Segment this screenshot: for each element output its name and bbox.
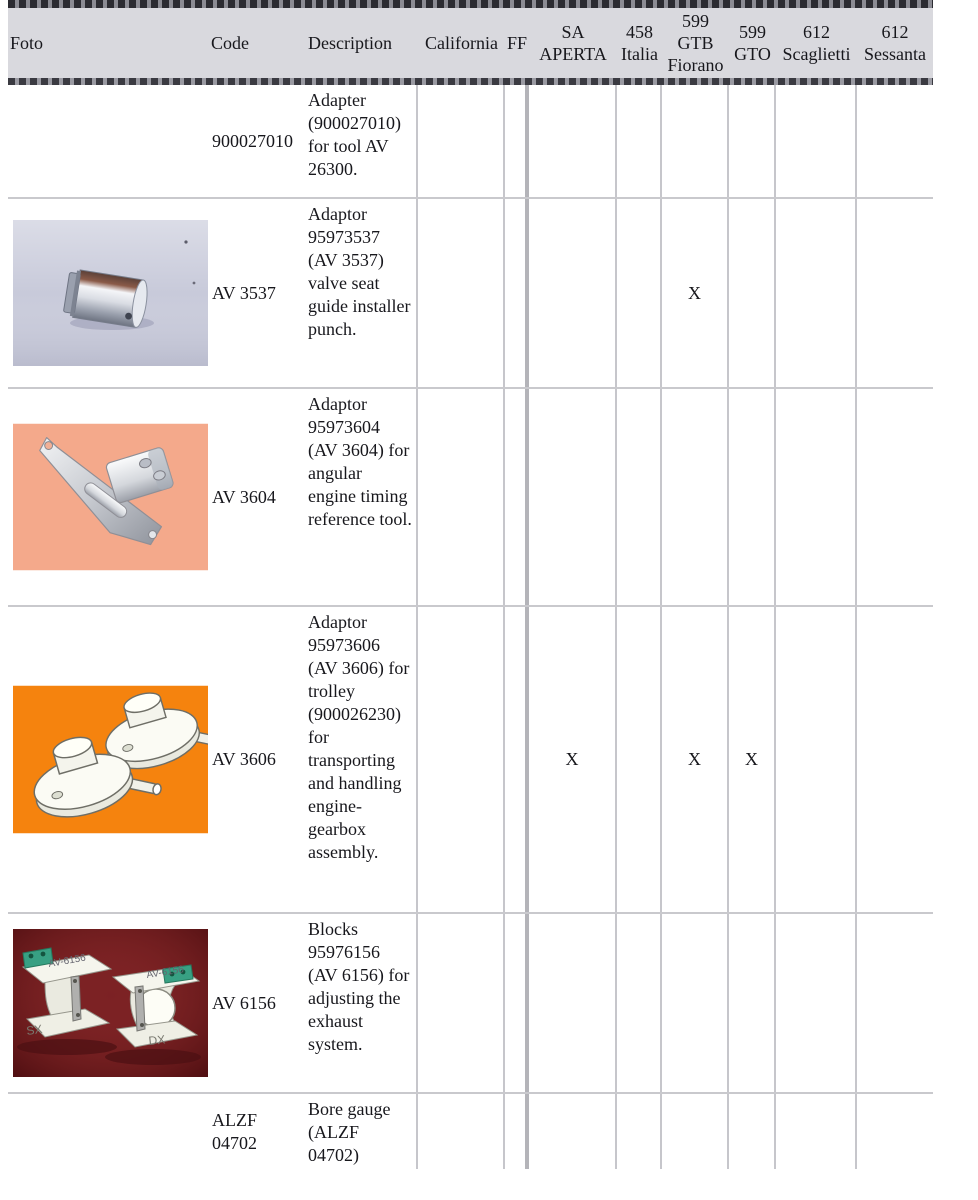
photo-av-3537 bbox=[13, 220, 208, 366]
header-ff: FF bbox=[506, 33, 528, 53]
mark-cell-458-italia bbox=[617, 607, 662, 912]
foto-cell-empty bbox=[8, 1094, 208, 1169]
mark-cell-ff bbox=[505, 85, 529, 197]
svg-text:AV-6156: AV-6156 bbox=[47, 952, 87, 970]
mark-cell-599-gtb bbox=[662, 85, 729, 197]
header-california: California bbox=[425, 33, 498, 53]
mark-cell-599-gtb: X bbox=[662, 199, 729, 387]
mark-cell-458-italia bbox=[617, 85, 662, 197]
mark-cell-ff bbox=[505, 607, 529, 912]
mark-cell-612-scaglietti bbox=[776, 85, 857, 197]
mark-cell-612-sessanta bbox=[857, 85, 933, 197]
mark-cell-612-sessanta bbox=[857, 199, 933, 387]
description-cell: Adaptor 95973606 (AV 3606) for trolley (900026230) for transporting and handling engine-gearbox assembly. bbox=[305, 607, 418, 912]
mark-cell-458-italia bbox=[617, 389, 662, 605]
mark-cell-458-italia bbox=[617, 914, 662, 1092]
mark-cell-599-gtb bbox=[662, 389, 729, 605]
table-row bbox=[8, 389, 933, 607]
mark-cell-california bbox=[418, 607, 505, 912]
mark-cell-ff bbox=[505, 1094, 529, 1169]
mark-cell-california bbox=[418, 1094, 505, 1169]
foto-cell bbox=[8, 914, 208, 1092]
mark-cell-612-scaglietti bbox=[776, 607, 857, 912]
table-row bbox=[8, 199, 933, 389]
description-cell: Adapter (900027010) for tool AV 26300. bbox=[305, 85, 418, 197]
mark-cell-458-italia bbox=[617, 199, 662, 387]
description-cell: Bore gauge (ALZF 04702) bbox=[305, 1094, 418, 1169]
foto-cell bbox=[8, 607, 208, 912]
mark-cell-612-sessanta bbox=[857, 914, 933, 1092]
mark-cell-sa-aperta bbox=[529, 85, 617, 197]
mark-cell-california bbox=[418, 85, 505, 197]
mark-cell-california bbox=[418, 389, 505, 605]
mark-cell-sa-aperta bbox=[529, 1094, 617, 1169]
mark-cell-sa-aperta bbox=[529, 389, 617, 605]
description-cell: Adaptor 95973604 (AV 3604) for angular engine timing reference tool. bbox=[305, 389, 418, 605]
table-row bbox=[8, 914, 933, 1094]
mark-cell-599-gto bbox=[729, 914, 776, 1092]
mark-cell-612-scaglietti bbox=[776, 1094, 857, 1169]
header-description: Description bbox=[308, 33, 392, 53]
mark-cell-612-sessanta bbox=[857, 607, 933, 912]
mark-cell-599-gtb bbox=[662, 1094, 729, 1169]
mark-cell-458-italia bbox=[617, 1094, 662, 1169]
mark-cell-599-gtb bbox=[662, 914, 729, 1092]
mark-cell-sa-aperta bbox=[529, 914, 617, 1092]
code-cell: AV 3537 bbox=[212, 282, 276, 303]
foto-cell bbox=[8, 199, 208, 387]
photo-av-3606 bbox=[13, 685, 208, 834]
mark-cell-599-gto: X bbox=[729, 607, 776, 912]
header-599-gtb-fiorano: 599 GTB Fiorano bbox=[667, 11, 724, 75]
header-bottom-border bbox=[8, 78, 933, 85]
table-row bbox=[8, 607, 933, 914]
code-cell: AV 3604 bbox=[212, 486, 276, 507]
table-row bbox=[8, 1094, 933, 1169]
mark-cell-612-sessanta bbox=[857, 389, 933, 605]
code-cell: AV 6156 bbox=[212, 992, 276, 1013]
mark-cell-599-gto bbox=[729, 1094, 776, 1169]
header-458-italia: 458 Italia bbox=[621, 22, 658, 64]
foto-cell bbox=[8, 389, 208, 605]
description-cell: Blocks 95976156 (AV 6156) for adjusting the exhaust system. bbox=[305, 914, 418, 1092]
code-cell: ALZF 04702 bbox=[212, 1109, 257, 1153]
mark-cell-california bbox=[418, 199, 505, 387]
mark-cell-612-scaglietti bbox=[776, 914, 857, 1092]
mark-cell-california bbox=[418, 914, 505, 1092]
tools-table bbox=[8, 0, 933, 1169]
header-sa-aperta: SA APERTA bbox=[539, 22, 607, 64]
table-row bbox=[8, 85, 933, 199]
code-cell: AV 3606 bbox=[212, 749, 276, 769]
svg-text:SX: SX bbox=[25, 1021, 44, 1038]
mark-cell-ff bbox=[505, 389, 529, 605]
header-612-sessanta: 612 Sessanta bbox=[864, 22, 926, 64]
mark-cell-599-gto bbox=[729, 389, 776, 605]
header-foto: Foto bbox=[10, 33, 44, 53]
description-cell: Adaptor 95973537 (AV 3537) valve seat guide installer punch. bbox=[305, 199, 418, 387]
table-top-border bbox=[8, 0, 933, 8]
svg-text:AV-6156: AV-6156 bbox=[145, 964, 185, 981]
svg-text:DX: DX bbox=[147, 1032, 166, 1048]
code-cell: 900027010 bbox=[212, 130, 293, 151]
mark-cell-599-gtb: X bbox=[662, 607, 729, 912]
mark-cell-612-sessanta bbox=[857, 1094, 933, 1169]
header-599-gto: 599 GTO bbox=[734, 22, 771, 64]
mark-cell-ff bbox=[505, 914, 529, 1092]
mark-cell-sa-aperta bbox=[529, 199, 617, 387]
mark-cell-612-scaglietti bbox=[776, 389, 857, 605]
mark-cell-612-scaglietti bbox=[776, 199, 857, 387]
table-header-row bbox=[8, 8, 933, 78]
mark-cell-sa-aperta: X bbox=[529, 607, 617, 912]
mark-cell-ff bbox=[505, 199, 529, 387]
mark-cell-599-gto bbox=[729, 199, 776, 387]
header-612-scaglietti: 612 Scaglietti bbox=[782, 22, 851, 64]
photo-av-3604 bbox=[13, 423, 208, 571]
header-code: Code bbox=[211, 33, 249, 53]
foto-cell-empty bbox=[8, 85, 208, 197]
mark-cell-599-gto bbox=[729, 85, 776, 197]
photo-av-6156 bbox=[13, 929, 208, 1077]
